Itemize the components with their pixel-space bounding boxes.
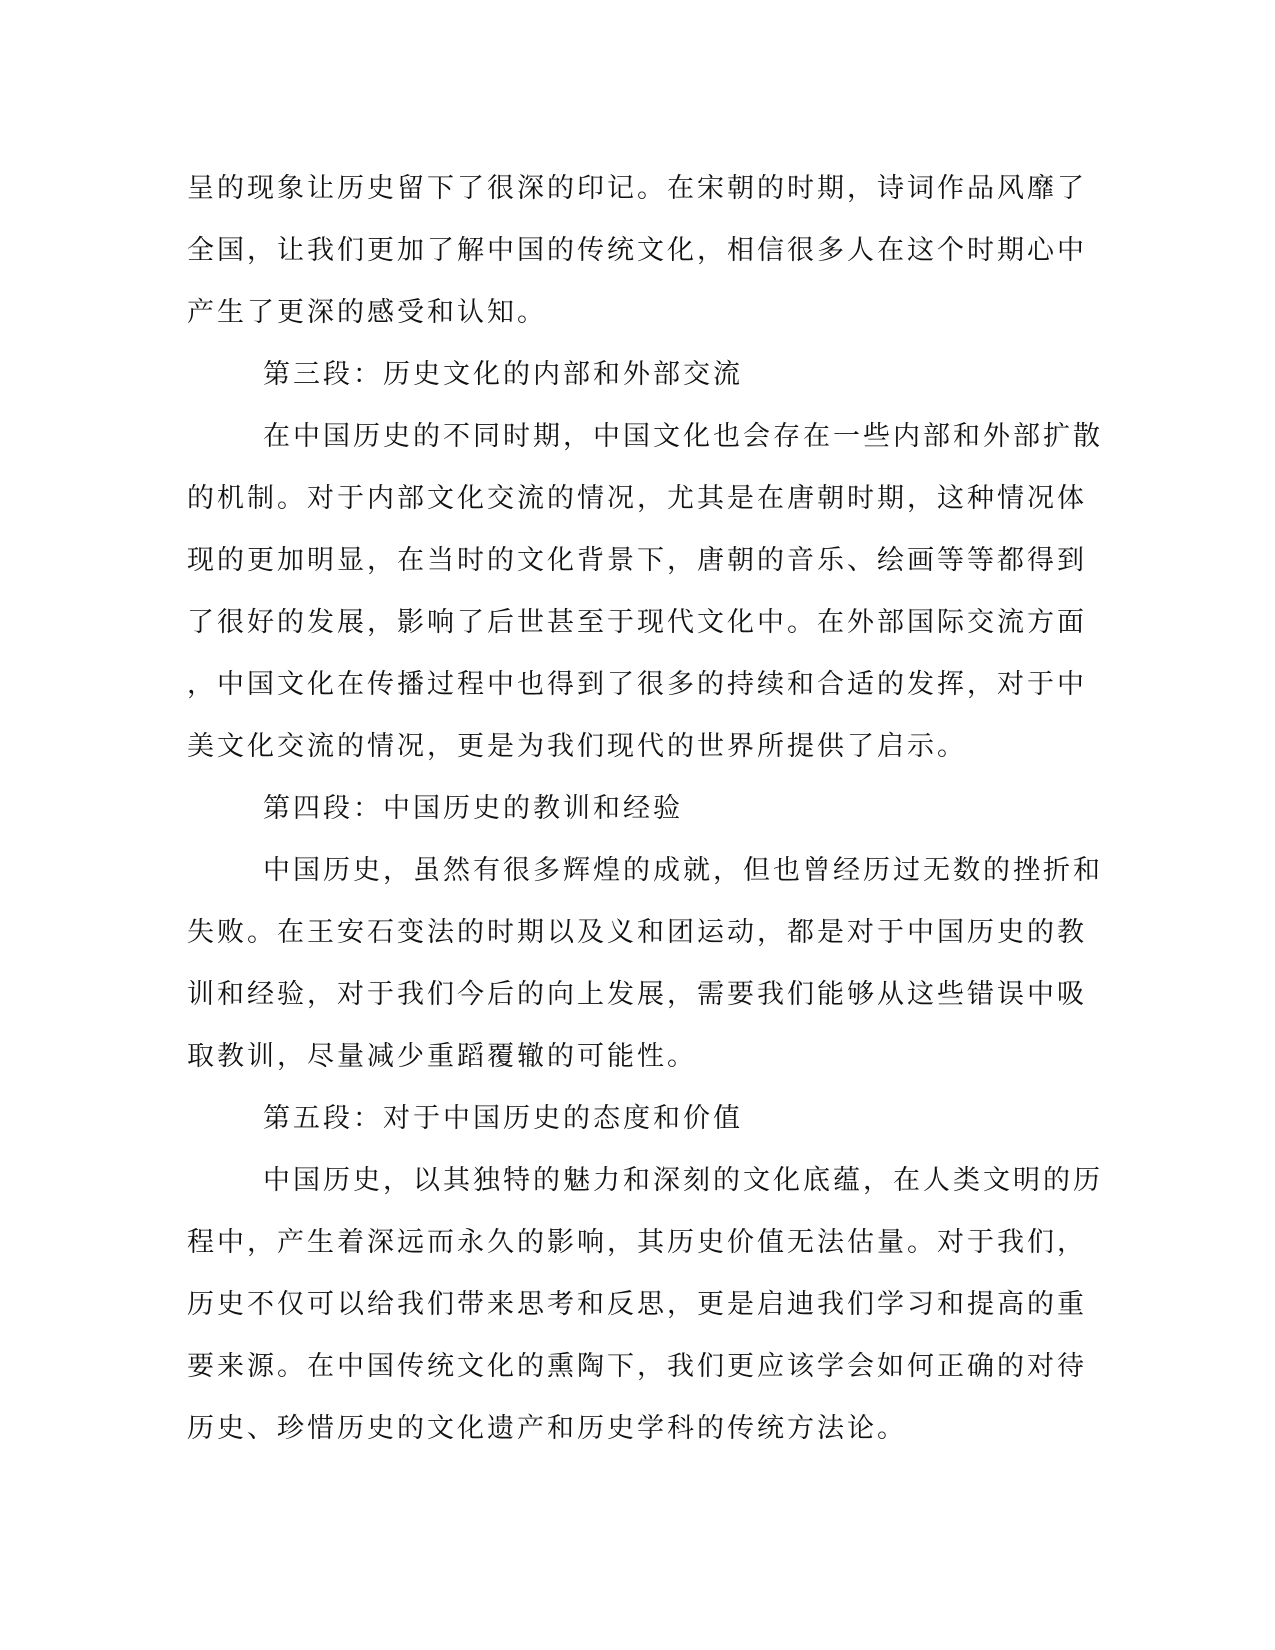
paragraph-line: 现的更加明显，在当时的文化背景下，唐朝的音乐、绘画等等都得到	[187, 545, 1087, 576]
paragraph-line: 美文化交流的情况，更是为我们现代的世界所提供了启示。	[187, 731, 967, 762]
section-heading-4: 第四段：中国历史的教训和经验	[263, 793, 683, 824]
paragraph-line: 失败。在王安石变法的时期以及义和团运动，都是对于中国历史的教	[187, 917, 1087, 948]
paragraph-line: 要来源。在中国传统文化的熏陶下，我们更应该学会如何正确的对待	[187, 1351, 1087, 1382]
paragraph-line: 中国历史，以其独特的魅力和深刻的文化底蕴，在人类文明的历	[263, 1165, 1103, 1196]
paragraph-line: 产生了更深的感受和认知。	[187, 297, 547, 328]
paragraph-line: 的机制。对于内部文化交流的情况，尤其是在唐朝时期，这种情况体	[187, 483, 1087, 514]
section-heading-3: 第三段：历史文化的内部和外部交流	[263, 359, 743, 390]
paragraph-line: 历史不仅可以给我们带来思考和反思，更是启迪我们学习和提高的重	[187, 1289, 1087, 1320]
section-heading-5: 第五段：对于中国历史的态度和价值	[263, 1103, 743, 1134]
paragraph-line: 取教训，尽量减少重蹈覆辙的可能性。	[187, 1041, 697, 1072]
paragraph-line: 了很好的发展，影响了后世甚至于现代文化中。在外部国际交流方面	[187, 607, 1087, 638]
paragraph-line: 历史、珍惜历史的文化遗产和历史学科的传统方法论。	[187, 1413, 907, 1444]
paragraph-line: 呈的现象让历史留下了很深的印记。在宋朝的时期，诗词作品风靡了	[187, 173, 1087, 204]
paragraph-line: 在中国历史的不同时期，中国文化也会存在一些内部和外部扩散	[263, 421, 1103, 452]
paragraph-line: 全国，让我们更加了解中国的传统文化，相信很多人在这个时期心中	[187, 235, 1087, 266]
paragraph-line: 训和经验，对于我们今后的向上发展，需要我们能够从这些错误中吸	[187, 979, 1087, 1010]
document-body	[187, 158, 1103, 1460]
paragraph-line: 中国历史，虽然有很多辉煌的成就，但也曾经历过无数的挫折和	[263, 855, 1103, 886]
paragraph-line: 程中，产生着深远而永久的影响，其历史价值无法估量。对于我们，	[187, 1227, 1087, 1258]
paragraph-line: ，中国文化在传播过程中也得到了很多的持续和合适的发挥，对于中	[187, 669, 1087, 700]
